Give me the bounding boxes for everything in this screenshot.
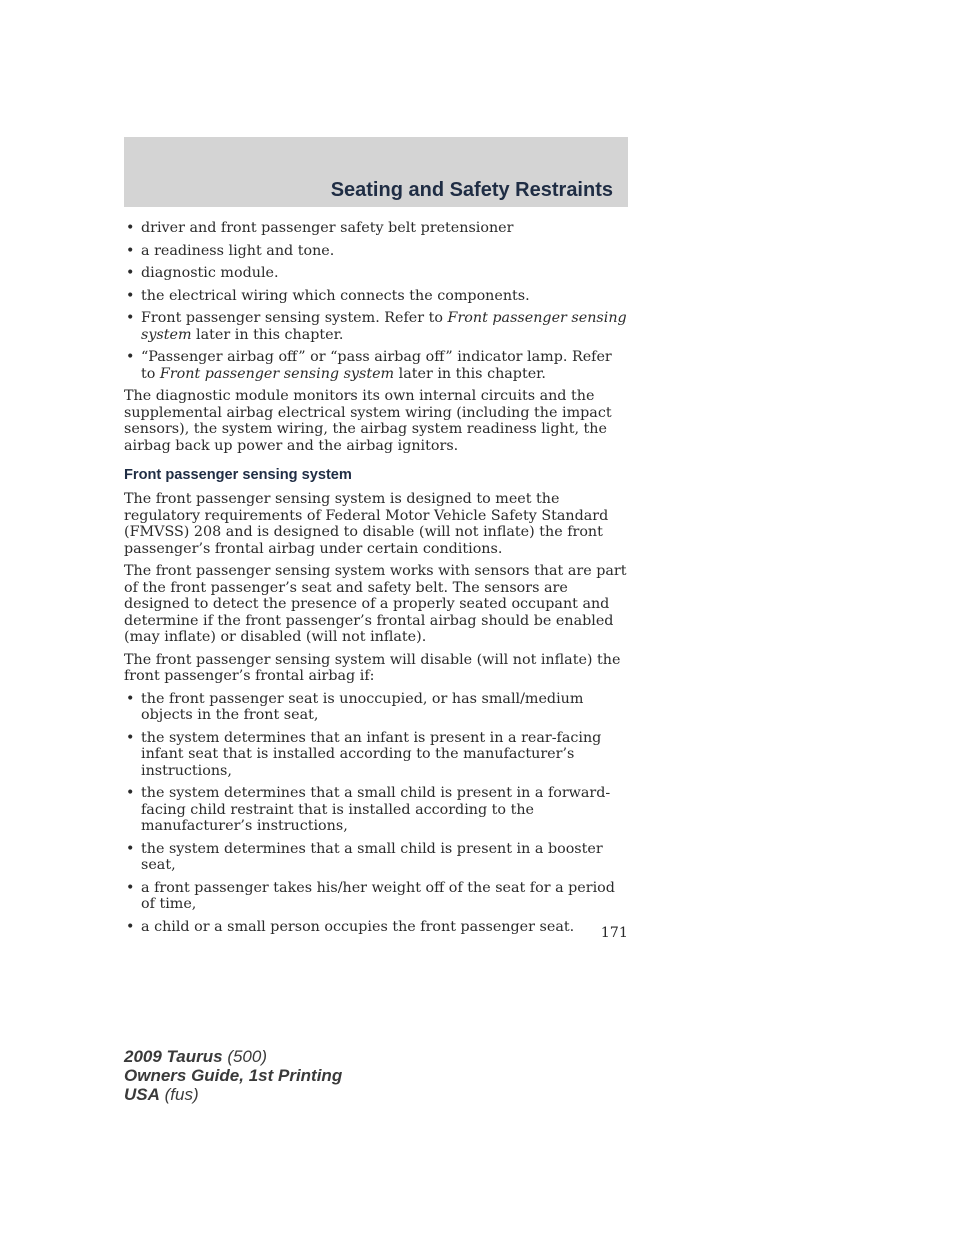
list-item: • Front passenger sensing system. Refer to Front passenger sensing system later in this chapter. xyxy=(126,310,627,343)
list-item: • the system determines that a small child is present in a booster seat, xyxy=(126,840,603,874)
bullet-icon: • xyxy=(126,918,135,935)
list-item: • “Passenger airbag off” or “pass airbag off” indicator lamp. Refer to Front passenger sensing system later in this chapter. xyxy=(126,349,612,382)
bullet-icon: • xyxy=(126,220,135,236)
bullet-icon: • xyxy=(126,287,135,304)
body-paragraph: The front passenger sensing system will disable (will not inflate) the front passenger’s frontal airbag if: xyxy=(124,651,621,685)
bullet-icon: • xyxy=(126,879,135,896)
cross-reference: Front passenger sensing system xyxy=(141,310,627,343)
bullet-icon: • xyxy=(126,785,135,802)
list-item: • diagnostic module. xyxy=(126,265,279,282)
footer-line-model: 2009 Taurus (500) xyxy=(124,1047,268,1066)
list-item: • driver and front passenger safety belt pretensioner xyxy=(126,220,514,236)
list-item: • the system determines that an infant is present in a rear-facing infant seat that is installed according to the manufacturer’s instructions, xyxy=(126,730,602,779)
bullet-icon: • xyxy=(126,840,135,857)
disable-conditions-list xyxy=(124,691,628,935)
footer-line-guide: Owners Guide, 1st Printing xyxy=(124,1066,343,1085)
document-footer xyxy=(124,1047,342,1104)
bullet-icon: • xyxy=(126,242,135,259)
section-heading: Front passenger sensing system xyxy=(124,467,352,483)
list-item: • a readiness light and tone. xyxy=(126,242,335,259)
list-item: • the system determines that a small child is present in a forward-facing child restraint that is installed according to the manufacturer’s instructions, xyxy=(126,785,611,835)
cross-reference: Front passenger sensing system xyxy=(159,365,395,382)
list-item: • a child or a small person occupies the front passenger seat. xyxy=(126,918,575,935)
page-content xyxy=(124,220,628,941)
list-item: • a front passenger takes his/her weight off of the seat for a period of time, xyxy=(126,879,615,913)
bullet-icon: • xyxy=(126,310,135,327)
list-item: • the front passenger seat is unoccupied, or has small/medium objects in the front seat, xyxy=(126,691,584,724)
component-list xyxy=(124,220,628,382)
body-paragraph: The front passenger sensing system is designed to meet the regulatory requirements of Federal Motor Vehicle Safety Standard (FMVSS) 208 and is designed to disable (will not inflate) the front passenger’s frontal airbag under certain conditions. xyxy=(124,491,609,557)
footer-line-market: USA (fus) xyxy=(124,1085,199,1104)
page-number: 171 xyxy=(600,925,628,941)
bullet-icon: • xyxy=(126,265,135,282)
body-paragraph: The front passenger sensing system works with sensors that are part of the front passenger’s seat and safety belt. The sensors are designed to detect the presence of a properly seated occupant and determine if the front passenger’s frontal airbag should be enabled (may inflate) or disabled (will not inflate). xyxy=(124,563,627,646)
bullet-icon: • xyxy=(126,691,135,708)
bullet-icon: • xyxy=(126,349,135,366)
bullet-icon: • xyxy=(126,730,135,747)
chapter-header-band xyxy=(124,137,628,207)
chapter-title: Seating and Safety Restraints xyxy=(330,179,613,201)
body-paragraph: The diagnostic module monitors its own internal circuits and the supplemental airbag electrical system wiring (including the impact sensors), the system wiring, the airbag system readiness light, the airbag back up power and the airbag ignitors. xyxy=(124,388,612,454)
list-item: • the electrical wiring which connects the components. xyxy=(126,287,530,304)
